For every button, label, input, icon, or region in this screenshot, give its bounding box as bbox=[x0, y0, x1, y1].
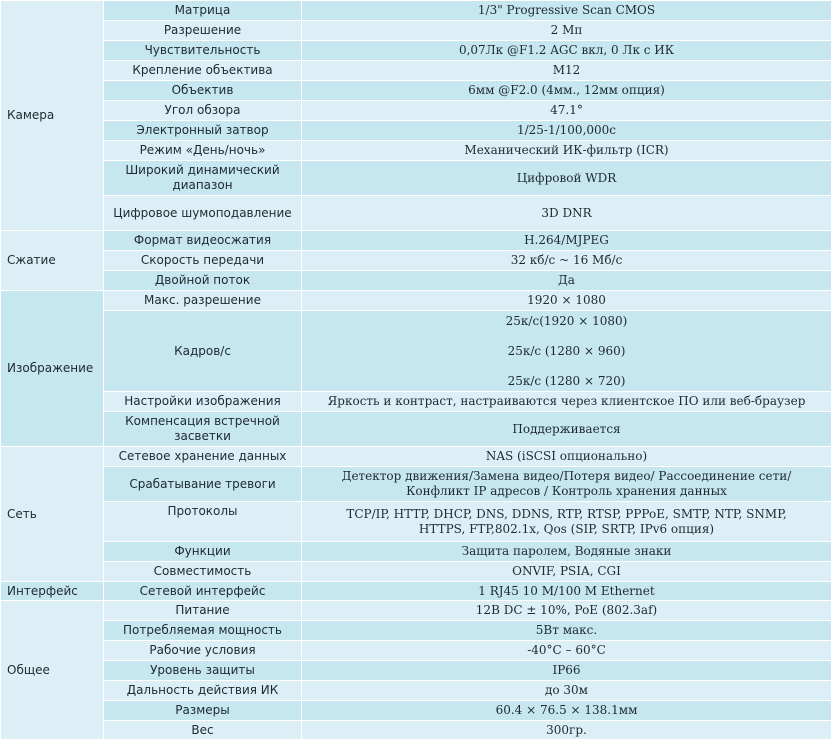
category-general: Общее bbox=[1, 601, 104, 740]
table-row bbox=[1, 291, 831, 311]
param-label: Скорость передачи bbox=[104, 251, 302, 271]
table-row bbox=[1, 21, 831, 41]
param-label: Вес bbox=[104, 721, 302, 740]
param-value: 5Вт макс. bbox=[302, 621, 831, 641]
param-value: 32 кб/с ~ 16 Мб/с bbox=[302, 251, 831, 271]
param-label: Электронный затвор bbox=[104, 121, 302, 141]
table-row bbox=[1, 641, 831, 661]
table-row bbox=[1, 41, 831, 61]
table-row bbox=[1, 81, 831, 101]
category-compression: Сжатие bbox=[1, 231, 104, 291]
param-value: ONVIF, PSIA, CGI bbox=[302, 562, 831, 582]
param-value: M12 bbox=[302, 61, 831, 81]
value-line: 25к/с (1280 × 960) bbox=[508, 344, 626, 358]
param-label: Рабочие условия bbox=[104, 641, 302, 661]
table-row bbox=[1, 701, 831, 721]
param-label: Настройки изображения bbox=[104, 392, 302, 412]
table-row bbox=[1, 121, 831, 141]
param-label: Размеры bbox=[104, 701, 302, 721]
table-row bbox=[1, 311, 831, 392]
table-row bbox=[1, 661, 831, 681]
table-row bbox=[1, 621, 831, 641]
param-label: Разрешение bbox=[104, 21, 302, 41]
param-label: Широкий динамический диапазон bbox=[104, 161, 302, 196]
param-value: 6мм @F2.0 (4мм., 12мм опция) bbox=[302, 81, 831, 101]
table-row bbox=[1, 141, 831, 161]
value-line: Конфликт IP адресов / Контроль хранения данных bbox=[406, 484, 727, 498]
param-value: 12В DC ± 10%, PoE (802.3af) bbox=[302, 601, 831, 621]
param-label: Чувствительность bbox=[104, 41, 302, 61]
param-value bbox=[302, 311, 831, 392]
category-camera: Камера bbox=[1, 1, 104, 231]
param-label: Питание bbox=[104, 601, 302, 621]
param-value: Механический ИК-фильтр (ICR) bbox=[302, 141, 831, 161]
param-value: до 30м bbox=[302, 681, 831, 701]
param-label: Уровень защиты bbox=[104, 661, 302, 681]
param-value: 3D DNR bbox=[302, 196, 831, 231]
table-row bbox=[1, 392, 831, 412]
param-label: Режим «День/ночь» bbox=[104, 141, 302, 161]
param-value: 2 Мп bbox=[302, 21, 831, 41]
table-row bbox=[1, 447, 831, 467]
value-line: TCP/IP, HTTP, DHCP, DNS, DDNS, RTP, RTSP, PPPoE, SMTP, NTP, SNMP, bbox=[346, 507, 786, 521]
value-line: Детектор движения/Замена видео/Потеря видео/ Рассоединение сети/ bbox=[342, 469, 792, 483]
param-value: Да bbox=[302, 271, 831, 291]
table-row bbox=[1, 721, 831, 740]
param-label: Формат видеосжатия bbox=[104, 231, 302, 251]
param-label: Макс. разрешение bbox=[104, 291, 302, 311]
table-row bbox=[1, 1, 831, 21]
param-value: Цифровой WDR bbox=[302, 161, 831, 196]
param-value: H.264/MJPEG bbox=[302, 231, 831, 251]
table-row bbox=[1, 101, 831, 121]
param-label: Двойной поток bbox=[104, 271, 302, 291]
table-row bbox=[1, 502, 831, 542]
param-value: Защита паролем, Водяные знаки bbox=[302, 542, 831, 562]
param-value: Яркость и контраст, настраиваются через клиентское ПО или веб-браузер bbox=[302, 392, 831, 412]
table-row bbox=[1, 196, 831, 231]
table-row bbox=[1, 601, 831, 621]
table-row bbox=[1, 271, 831, 291]
param-value: 300гр. bbox=[302, 721, 831, 740]
value-line: HTTPS, FTP,802.1x, Qos (SIP, SRTP, IPv6 опция) bbox=[419, 522, 714, 536]
table-row bbox=[1, 467, 831, 502]
param-label: Дальность действия ИК bbox=[104, 681, 302, 701]
value-line: 25к/с(1920 × 1080) bbox=[506, 314, 628, 328]
value-line: 25к/с (1280 × 720) bbox=[508, 374, 626, 388]
param-label: Сетевое хранение данных bbox=[104, 447, 302, 467]
param-label: Компенсация встречной засветки bbox=[104, 412, 302, 447]
param-label: Протоколы bbox=[104, 502, 302, 542]
param-value: Поддерживается bbox=[302, 412, 831, 447]
param-value: 60.4 × 76.5 × 138.1мм bbox=[302, 701, 831, 721]
param-label: Крепление объектива bbox=[104, 61, 302, 81]
param-label: Объектив bbox=[104, 81, 302, 101]
table-row bbox=[1, 562, 831, 582]
param-value: NAS (iSCSI опционально) bbox=[302, 447, 831, 467]
param-label: Срабатывание тревоги bbox=[104, 467, 302, 502]
param-value: 47.1° bbox=[302, 101, 831, 121]
param-value: 1920 × 1080 bbox=[302, 291, 831, 311]
table-row bbox=[1, 582, 831, 601]
param-label: Цифровое шумоподавление bbox=[104, 196, 302, 231]
param-label: Сетевой интерфейс bbox=[104, 582, 302, 601]
table-row bbox=[1, 161, 831, 196]
param-label: Функции bbox=[104, 542, 302, 562]
table-row bbox=[1, 542, 831, 562]
param-value: 1 RJ45 10 M/100 M Ethernet bbox=[302, 582, 831, 601]
param-label: Совместимость bbox=[104, 562, 302, 582]
param-label: Потребляемая мощность bbox=[104, 621, 302, 641]
category-interface: Интерфейс bbox=[1, 582, 104, 601]
category-image: Изображение bbox=[1, 291, 104, 447]
param-value bbox=[302, 502, 831, 542]
param-value: -40°C – 60°C bbox=[302, 641, 831, 661]
param-label: Матрица bbox=[104, 1, 302, 21]
table-row bbox=[1, 251, 831, 271]
param-value: 0,07Лк @F1.2 AGC вкл, 0 Лк с ИК bbox=[302, 41, 831, 61]
param-value: 1/3" Progressive Scan CMOS bbox=[302, 1, 831, 21]
param-label: Кадров/с bbox=[104, 311, 302, 392]
table-row bbox=[1, 231, 831, 251]
param-label: Угол обзора bbox=[104, 101, 302, 121]
param-value: IP66 bbox=[302, 661, 831, 681]
param-value: 1/25-1/100,000с bbox=[302, 121, 831, 141]
category-network: Сеть bbox=[1, 447, 104, 582]
table-row bbox=[1, 412, 831, 447]
table-row bbox=[1, 61, 831, 81]
table-row bbox=[1, 681, 831, 701]
param-value bbox=[302, 467, 831, 502]
